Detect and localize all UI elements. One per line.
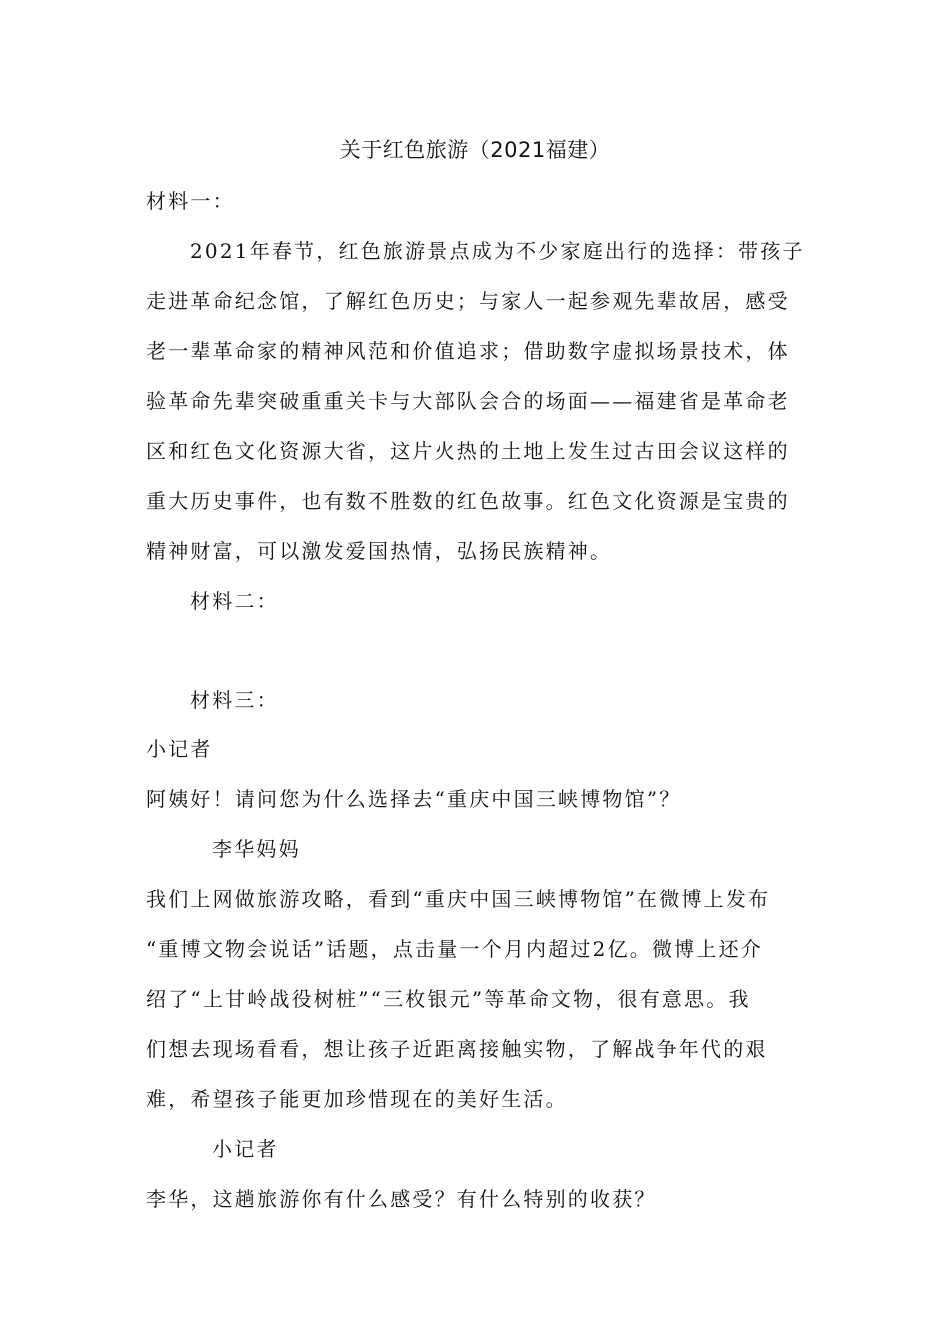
paragraph-line: 2021年春节，红色旅游景点成为不少家庭出行的选择：带孩子 [190, 239, 805, 263]
paragraph-line: 老一辈革命家的精神风范和价值追求；借助数字虚拟场景技术，体 [146, 339, 790, 363]
document-title: 关于红色旅游（2021福建） [339, 138, 611, 162]
speaker-label: 小记者 [146, 737, 213, 761]
material1-label: 材料一： [146, 189, 235, 213]
paragraph-line: 重大历史事件，也有数不胜数的红色故事。红色文化资源是宝贵的 [146, 489, 790, 513]
material2-label: 材料二： [190, 589, 279, 613]
paragraph-line: 区和红色文化资源大省，这片火热的土地上发生过古田会议这样的 [146, 439, 790, 463]
dialogue-answer-line: 难，希望孩子能更加珍惜现在的美好生活。 [146, 1087, 568, 1111]
dialogue-answer-line: 绍了“上甘岭战役树桩”“三枚银元”等革命文物，很有意思。我 [146, 987, 751, 1011]
material3-label: 材料三： [190, 688, 279, 712]
paragraph-line: 走进革命纪念馆，了解红色历史；与家人一起参观先辈故居，感受 [146, 289, 790, 313]
dialogue-answer-line: 我们上网做旅游攻略，看到“重庆中国三峡博物馆”在微博上发布 [146, 887, 771, 911]
dialogue-answer-line: 们想去现场看看，想让孩子近距离接触实物，了解战争年代的艰 [146, 1037, 768, 1061]
dialogue-question: 阿姨好！请问您为什么选择去“重庆中国三峡博物馆”？ [146, 787, 682, 811]
speaker-label: 小记者 [212, 1137, 279, 1161]
dialogue-answer-line: “重博文物会说话”话题，点击量一个月内超过2亿。微博上还介 [146, 937, 763, 961]
dialogue-question: 李华，这趟旅游你有什么感受？有什么特别的收获？ [146, 1187, 657, 1211]
paragraph-line: 验革命先辈突破重重关卡与大部队会合的场面——福建省是革命老 [146, 389, 790, 413]
paragraph-line: 精神财富，可以激发爱国热情，弘扬民族精神。 [146, 539, 613, 563]
speaker-label: 李华妈妈 [212, 837, 301, 861]
